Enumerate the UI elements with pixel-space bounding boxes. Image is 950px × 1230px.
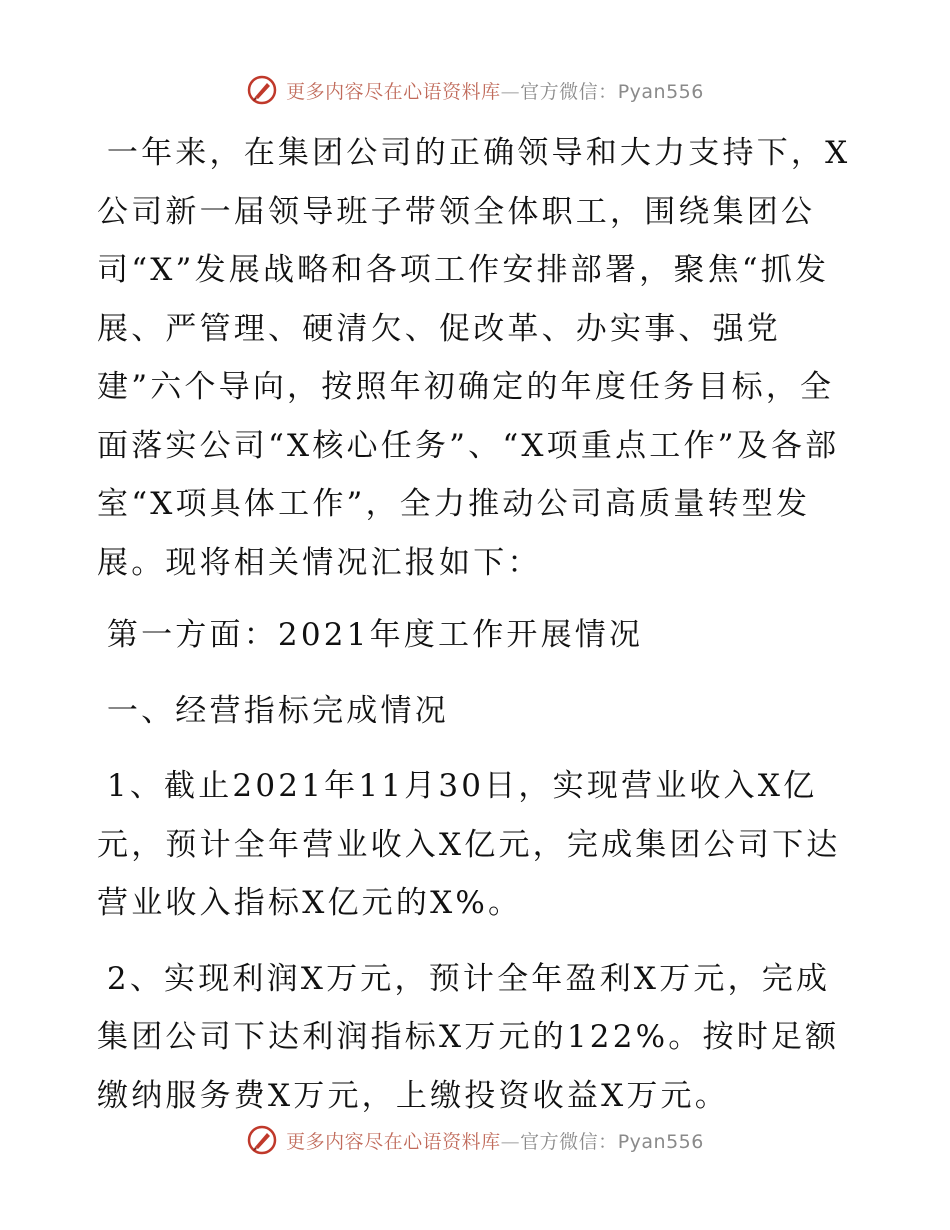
- document-body: [97, 124, 857, 1125]
- watermark-header: [0, 72, 950, 108]
- profit-paragraph: 2、实现利润X万元，预计全年盈利X万元，完成集团公司下达利润指标X万元的122%。按时足额缴纳服务费X万元，上缴投资收益X万元。: [97, 960, 840, 1114]
- watermark-text: [286, 77, 704, 104]
- watermark-wechat-id: Pyan556: [617, 80, 704, 103]
- watermark-separator: —: [500, 80, 521, 103]
- intro-paragraph: 一年来，在集团公司的正确领导和大力支持下，X公司新一届领导班子带领全体职工，围绕集团公司“X”发展战略和各项工作安排部署，聚焦“抓发展、严管理、硬清欠、促改革、办实事、强党建”六个导向，按照年初确定的年度任务目标，全面落实公司“X核心任务”、“X项重点工作”及各部室“X项具体工作”，全力推动公司高质量转型发展。现将相关情况汇报如下：: [97, 135, 851, 581]
- quill-circle-icon: [246, 1124, 278, 1156]
- watermark-wechat-label: 官方微信：: [520, 1130, 618, 1153]
- watermark-site-text: 更多内容尽在心语资料库: [286, 1130, 501, 1153]
- watermark-footer: [0, 1122, 950, 1158]
- revenue-paragraph: 1、截止2021年11月30日，实现营业收入X亿元，预计全年营业收入X亿元，完成集团公司下达营业收入指标X亿元的X%。: [97, 768, 841, 921]
- section-heading: 第一方面：2021年度工作开展情况: [106, 617, 644, 653]
- watermark-site-text: 更多内容尽在心语资料库: [286, 80, 501, 103]
- watermark-separator: —: [500, 1130, 521, 1153]
- quill-circle-icon: [246, 74, 278, 106]
- watermark-wechat-label: 官方微信：: [520, 80, 618, 103]
- watermark-text: [286, 1127, 704, 1154]
- subsection-heading: 一、经营指标完成情况: [106, 692, 449, 729]
- watermark-wechat-id: Pyan556: [617, 1130, 704, 1153]
